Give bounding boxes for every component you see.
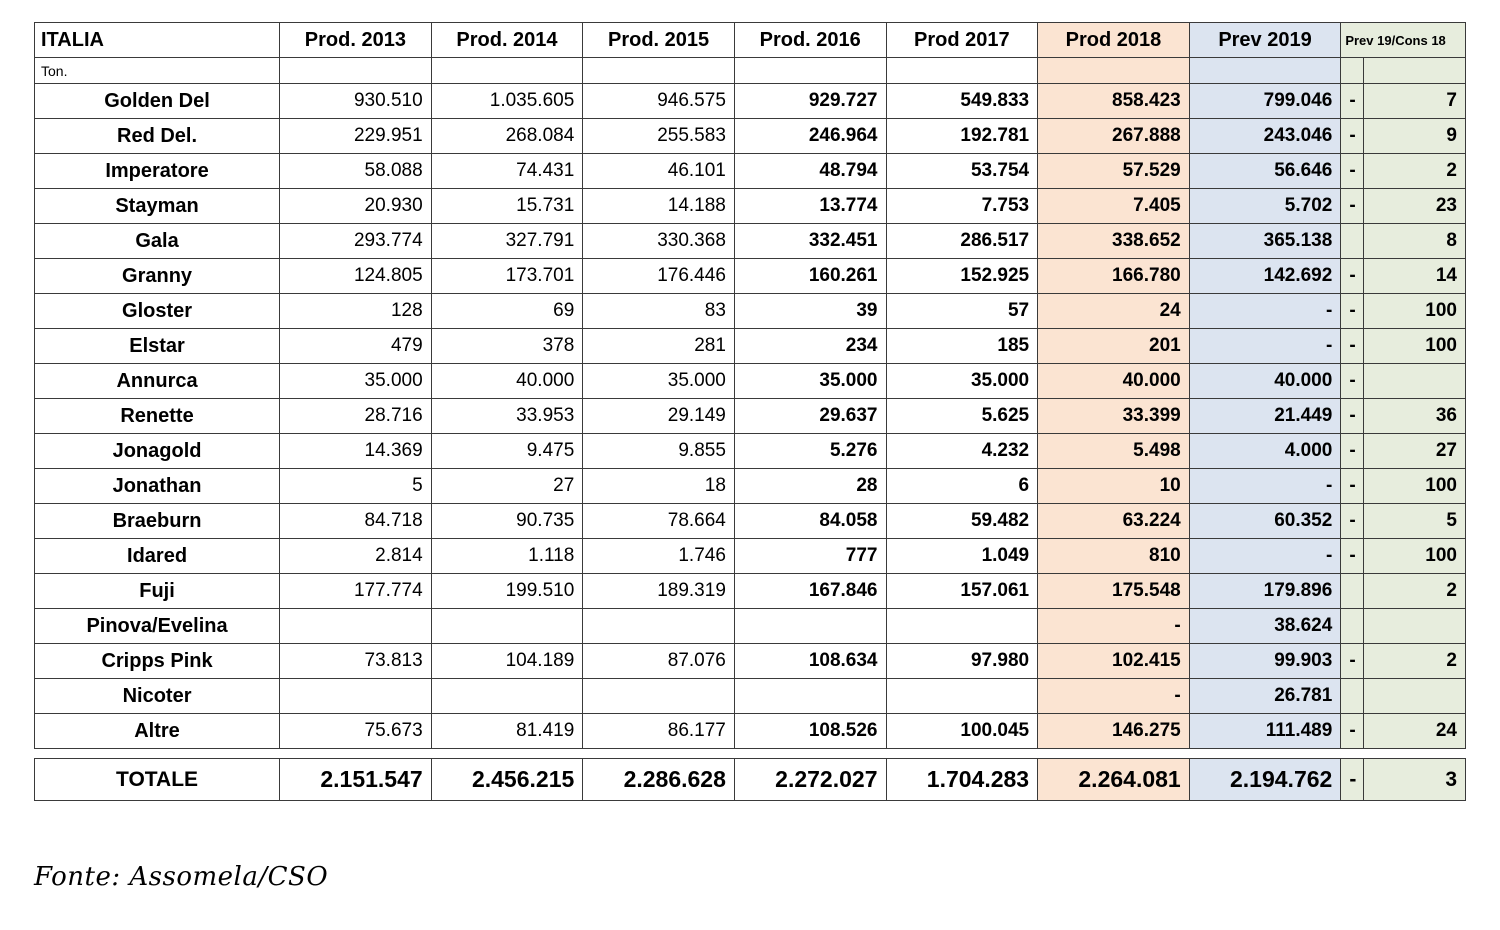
table-row bbox=[35, 154, 1466, 189]
cell-ratio-sign: - bbox=[1341, 119, 1364, 154]
italy-apple-production-table bbox=[34, 22, 1466, 801]
cell-prod-2017: 157.061 bbox=[886, 574, 1038, 609]
table-row bbox=[35, 609, 1466, 644]
cell-prod-2018: 102.415 bbox=[1038, 644, 1190, 679]
cell-prod-2018: 338.652 bbox=[1038, 224, 1190, 259]
variety-label: Cripps Pink bbox=[35, 644, 280, 679]
cell-prod-2015: 29.149 bbox=[583, 399, 735, 434]
unit-label: Ton. bbox=[35, 58, 280, 84]
cell-prod-2014: 69 bbox=[431, 294, 583, 329]
cell-prod-2017: 53.754 bbox=[886, 154, 1038, 189]
cell-prod-2014: 173.701 bbox=[431, 259, 583, 294]
cell-prod-2013: 75.673 bbox=[280, 714, 432, 749]
cell-prod-2016 bbox=[734, 679, 886, 714]
cell-prod-2013: 293.774 bbox=[280, 224, 432, 259]
cell-prod-2015: 9.855 bbox=[583, 434, 735, 469]
total-prod-2017: 1.704.283 bbox=[886, 759, 1038, 801]
cell-prod-2013: 177.774 bbox=[280, 574, 432, 609]
cell-prod-2017: 97.980 bbox=[886, 644, 1038, 679]
cell-prod-2014: 378 bbox=[431, 329, 583, 364]
cell-prod-2016: 108.634 bbox=[734, 644, 886, 679]
cell-prod-2017: 4.232 bbox=[886, 434, 1038, 469]
cell-prod-2013: 479 bbox=[280, 329, 432, 364]
cell-ratio-value: 100 bbox=[1364, 469, 1466, 504]
cell-ratio-sign: - bbox=[1341, 294, 1364, 329]
cell-prev-2019: 38.624 bbox=[1189, 609, 1341, 644]
cell-ratio-sign bbox=[1341, 679, 1364, 714]
cell-prev-2019: 99.903 bbox=[1189, 644, 1341, 679]
variety-label: Nicoter bbox=[35, 679, 280, 714]
cell-prod-2014: 15.731 bbox=[431, 189, 583, 224]
cell-prod-2018: 57.529 bbox=[1038, 154, 1190, 189]
cell-prod-2013: 5 bbox=[280, 469, 432, 504]
cell-prod-2017: 35.000 bbox=[886, 364, 1038, 399]
cell-prod-2013: 73.813 bbox=[280, 644, 432, 679]
table-row bbox=[35, 679, 1466, 714]
total-prod-2015: 2.286.628 bbox=[583, 759, 735, 801]
cell-ratio-value: 36 bbox=[1364, 399, 1466, 434]
variety-label: Golden Del bbox=[35, 84, 280, 119]
cell-prod-2014: 1.035.605 bbox=[431, 84, 583, 119]
cell-prod-2016 bbox=[734, 609, 886, 644]
cell-prod-2013: 2.814 bbox=[280, 539, 432, 574]
unit-blank-prev bbox=[1189, 58, 1341, 84]
variety-label: Fuji bbox=[35, 574, 280, 609]
table-row bbox=[35, 329, 1466, 364]
cell-prod-2017: 6 bbox=[886, 469, 1038, 504]
cell-prod-2016: 160.261 bbox=[734, 259, 886, 294]
cell-ratio-value: 24 bbox=[1364, 714, 1466, 749]
cell-prev-2019: 60.352 bbox=[1189, 504, 1341, 539]
table-row bbox=[35, 714, 1466, 749]
cell-ratio-value: 2 bbox=[1364, 574, 1466, 609]
cell-prod-2015: 330.368 bbox=[583, 224, 735, 259]
production-table-container bbox=[34, 22, 1466, 801]
cell-prod-2016: 246.964 bbox=[734, 119, 886, 154]
table-row bbox=[35, 294, 1466, 329]
total-label: TOTALE bbox=[35, 759, 280, 801]
cell-ratio-sign: - bbox=[1341, 189, 1364, 224]
unit-row bbox=[35, 58, 1466, 84]
cell-ratio-value bbox=[1364, 609, 1466, 644]
cell-prod-2016: 29.637 bbox=[734, 399, 886, 434]
variety-label: Elstar bbox=[35, 329, 280, 364]
cell-prod-2017: 5.625 bbox=[886, 399, 1038, 434]
cell-prod-2018: 7.405 bbox=[1038, 189, 1190, 224]
total-prod-2014: 2.456.215 bbox=[431, 759, 583, 801]
cell-prod-2014: 1.118 bbox=[431, 539, 583, 574]
cell-prev-2019: 21.449 bbox=[1189, 399, 1341, 434]
total-prev-2019: 2.194.762 bbox=[1189, 759, 1341, 801]
cell-prod-2015: 281 bbox=[583, 329, 735, 364]
cell-prod-2016: 234 bbox=[734, 329, 886, 364]
table-row bbox=[35, 259, 1466, 294]
table-row bbox=[35, 84, 1466, 119]
cell-prev-2019: - bbox=[1189, 294, 1341, 329]
total-prod-2018: 2.264.081 bbox=[1038, 759, 1190, 801]
table-row bbox=[35, 399, 1466, 434]
variety-label: Gala bbox=[35, 224, 280, 259]
table-row bbox=[35, 224, 1466, 259]
cell-prod-2018: 33.399 bbox=[1038, 399, 1190, 434]
cell-prod-2015: 83 bbox=[583, 294, 735, 329]
variety-label: Renette bbox=[35, 399, 280, 434]
total-ratio-value: 3 bbox=[1364, 759, 1466, 801]
cell-ratio-sign: - bbox=[1341, 399, 1364, 434]
cell-ratio-sign: - bbox=[1341, 329, 1364, 364]
cell-prod-2017: 286.517 bbox=[886, 224, 1038, 259]
cell-prod-2013: 930.510 bbox=[280, 84, 432, 119]
table-row bbox=[35, 504, 1466, 539]
cell-ratio-value: 2 bbox=[1364, 644, 1466, 679]
unit-blank-2014 bbox=[431, 58, 583, 84]
unit-blank-ratio-val bbox=[1364, 58, 1466, 84]
variety-label: Gloster bbox=[35, 294, 280, 329]
cell-ratio-sign: - bbox=[1341, 259, 1364, 294]
variety-label: Jonathan bbox=[35, 469, 280, 504]
cell-ratio-value: 7 bbox=[1364, 84, 1466, 119]
cell-prod-2015: 189.319 bbox=[583, 574, 735, 609]
cell-ratio-sign: - bbox=[1341, 154, 1364, 189]
cell-prev-2019: 243.046 bbox=[1189, 119, 1341, 154]
cell-prod-2014: 199.510 bbox=[431, 574, 583, 609]
cell-prod-2016: 39 bbox=[734, 294, 886, 329]
cell-prev-2019: 365.138 bbox=[1189, 224, 1341, 259]
cell-ratio-sign: - bbox=[1341, 469, 1364, 504]
header-prod-2013: Prod. 2013 bbox=[280, 23, 432, 58]
header-prev19-cons18: Prev 19/Cons 18 bbox=[1341, 23, 1466, 58]
cell-prod-2014: 104.189 bbox=[431, 644, 583, 679]
cell-ratio-value: 23 bbox=[1364, 189, 1466, 224]
cell-ratio-value: 8 bbox=[1364, 224, 1466, 259]
cell-prod-2015: 46.101 bbox=[583, 154, 735, 189]
variety-label: Idared bbox=[35, 539, 280, 574]
cell-ratio-value: 27 bbox=[1364, 434, 1466, 469]
cell-ratio-value: 14 bbox=[1364, 259, 1466, 294]
cell-prod-2018: 24 bbox=[1038, 294, 1190, 329]
unit-blank-2016 bbox=[734, 58, 886, 84]
cell-prod-2013: 28.716 bbox=[280, 399, 432, 434]
cell-prod-2015: 14.188 bbox=[583, 189, 735, 224]
cell-prod-2014: 40.000 bbox=[431, 364, 583, 399]
cell-prod-2013: 229.951 bbox=[280, 119, 432, 154]
table-row bbox=[35, 574, 1466, 609]
table-row bbox=[35, 119, 1466, 154]
header-prod-2018: Prod 2018 bbox=[1038, 23, 1190, 58]
total-prod-2016: 2.272.027 bbox=[734, 759, 886, 801]
cell-prod-2014: 81.419 bbox=[431, 714, 583, 749]
unit-blank-ratio-sign bbox=[1341, 58, 1364, 84]
cell-prod-2016: 332.451 bbox=[734, 224, 886, 259]
cell-prod-2013: 20.930 bbox=[280, 189, 432, 224]
cell-prod-2017: 185 bbox=[886, 329, 1038, 364]
cell-prod-2015: 87.076 bbox=[583, 644, 735, 679]
header-prev-2019: Prev 2019 bbox=[1189, 23, 1341, 58]
cell-prev-2019: 26.781 bbox=[1189, 679, 1341, 714]
cell-prod-2017: 152.925 bbox=[886, 259, 1038, 294]
cell-ratio-value: 100 bbox=[1364, 329, 1466, 364]
cell-ratio-value: 100 bbox=[1364, 539, 1466, 574]
cell-prev-2019: 111.489 bbox=[1189, 714, 1341, 749]
cell-prod-2013: 35.000 bbox=[280, 364, 432, 399]
cell-prod-2018: 201 bbox=[1038, 329, 1190, 364]
cell-prod-2014: 268.084 bbox=[431, 119, 583, 154]
unit-blank-2015 bbox=[583, 58, 735, 84]
cell-prev-2019: 4.000 bbox=[1189, 434, 1341, 469]
cell-prod-2015 bbox=[583, 679, 735, 714]
unit-blank-2018 bbox=[1038, 58, 1190, 84]
cell-prod-2017: 1.049 bbox=[886, 539, 1038, 574]
cell-prod-2014 bbox=[431, 609, 583, 644]
cell-prod-2017: 192.781 bbox=[886, 119, 1038, 154]
cell-prod-2016: 84.058 bbox=[734, 504, 886, 539]
cell-prod-2013: 58.088 bbox=[280, 154, 432, 189]
cell-prod-2018: 63.224 bbox=[1038, 504, 1190, 539]
cell-prod-2016: 48.794 bbox=[734, 154, 886, 189]
cell-ratio-sign: - bbox=[1341, 364, 1364, 399]
cell-prod-2017: 57 bbox=[886, 294, 1038, 329]
cell-prod-2017 bbox=[886, 679, 1038, 714]
cell-prod-2017: 7.753 bbox=[886, 189, 1038, 224]
cell-ratio-value bbox=[1364, 364, 1466, 399]
cell-prod-2013: 128 bbox=[280, 294, 432, 329]
variety-label: Granny bbox=[35, 259, 280, 294]
total-prod-2013: 2.151.547 bbox=[280, 759, 432, 801]
header-prod-2014: Prod. 2014 bbox=[431, 23, 583, 58]
cell-prod-2018: 40.000 bbox=[1038, 364, 1190, 399]
cell-prod-2017: 59.482 bbox=[886, 504, 1038, 539]
cell-prev-2019: - bbox=[1189, 539, 1341, 574]
cell-ratio-sign bbox=[1341, 224, 1364, 259]
cell-prod-2015: 946.575 bbox=[583, 84, 735, 119]
cell-prod-2015: 18 bbox=[583, 469, 735, 504]
row-spacer-cell bbox=[35, 749, 1466, 759]
cell-prod-2014: 9.475 bbox=[431, 434, 583, 469]
cell-prev-2019: - bbox=[1189, 469, 1341, 504]
variety-label: Stayman bbox=[35, 189, 280, 224]
table-row bbox=[35, 539, 1466, 574]
cell-prod-2016: 929.727 bbox=[734, 84, 886, 119]
cell-prod-2016: 5.276 bbox=[734, 434, 886, 469]
cell-ratio-value: 9 bbox=[1364, 119, 1466, 154]
cell-prev-2019: 142.692 bbox=[1189, 259, 1341, 294]
cell-prod-2014: 74.431 bbox=[431, 154, 583, 189]
cell-prod-2017 bbox=[886, 609, 1038, 644]
row-spacer bbox=[35, 749, 1466, 759]
cell-prod-2018: 267.888 bbox=[1038, 119, 1190, 154]
cell-ratio-value: 2 bbox=[1364, 154, 1466, 189]
cell-ratio-value: 100 bbox=[1364, 294, 1466, 329]
unit-blank-2017 bbox=[886, 58, 1038, 84]
source-note: Fonte: Assomela/CSO bbox=[34, 862, 329, 892]
variety-label: Jonagold bbox=[35, 434, 280, 469]
cell-prod-2016: 13.774 bbox=[734, 189, 886, 224]
header-prod-2015: Prod. 2015 bbox=[583, 23, 735, 58]
total-ratio-sign: - bbox=[1341, 759, 1364, 801]
cell-prod-2015: 255.583 bbox=[583, 119, 735, 154]
cell-ratio-value bbox=[1364, 679, 1466, 714]
cell-prod-2015 bbox=[583, 609, 735, 644]
variety-label: Pinova/Evelina bbox=[35, 609, 280, 644]
variety-label: Braeburn bbox=[35, 504, 280, 539]
variety-label: Altre bbox=[35, 714, 280, 749]
cell-prod-2014: 90.735 bbox=[431, 504, 583, 539]
cell-prod-2018: 166.780 bbox=[1038, 259, 1190, 294]
cell-prev-2019: 799.046 bbox=[1189, 84, 1341, 119]
table-row bbox=[35, 364, 1466, 399]
cell-ratio-value: 5 bbox=[1364, 504, 1466, 539]
cell-prod-2018: 810 bbox=[1038, 539, 1190, 574]
variety-label: Red Del. bbox=[35, 119, 280, 154]
cell-prod-2015: 1.746 bbox=[583, 539, 735, 574]
table-row bbox=[35, 434, 1466, 469]
cell-prod-2018: - bbox=[1038, 609, 1190, 644]
variety-label: Annurca bbox=[35, 364, 280, 399]
cell-prod-2018: - bbox=[1038, 679, 1190, 714]
header-italia: ITALIA bbox=[35, 23, 280, 58]
cell-prod-2014: 33.953 bbox=[431, 399, 583, 434]
unit-blank-2013 bbox=[280, 58, 432, 84]
cell-ratio-sign bbox=[1341, 574, 1364, 609]
cell-prod-2013 bbox=[280, 679, 432, 714]
table-row bbox=[35, 644, 1466, 679]
table-body bbox=[35, 58, 1466, 801]
cell-prod-2015: 86.177 bbox=[583, 714, 735, 749]
table-row bbox=[35, 189, 1466, 224]
table-total-row bbox=[35, 759, 1466, 801]
cell-ratio-sign: - bbox=[1341, 84, 1364, 119]
cell-prev-2019: 56.646 bbox=[1189, 154, 1341, 189]
cell-prod-2013 bbox=[280, 609, 432, 644]
cell-ratio-sign: - bbox=[1341, 434, 1364, 469]
cell-prod-2018: 146.275 bbox=[1038, 714, 1190, 749]
cell-ratio-sign bbox=[1341, 609, 1364, 644]
header-row bbox=[35, 23, 1466, 58]
cell-prev-2019: 179.896 bbox=[1189, 574, 1341, 609]
cell-ratio-sign: - bbox=[1341, 714, 1364, 749]
cell-prod-2018: 5.498 bbox=[1038, 434, 1190, 469]
table-header bbox=[35, 23, 1466, 58]
cell-prod-2015: 35.000 bbox=[583, 364, 735, 399]
cell-prod-2016: 35.000 bbox=[734, 364, 886, 399]
cell-prod-2017: 100.045 bbox=[886, 714, 1038, 749]
cell-prod-2013: 124.805 bbox=[280, 259, 432, 294]
header-prod-2017: Prod 2017 bbox=[886, 23, 1038, 58]
cell-ratio-sign: - bbox=[1341, 539, 1364, 574]
cell-prod-2015: 78.664 bbox=[583, 504, 735, 539]
cell-prod-2018: 175.548 bbox=[1038, 574, 1190, 609]
cell-prod-2016: 777 bbox=[734, 539, 886, 574]
cell-prod-2014 bbox=[431, 679, 583, 714]
cell-prev-2019: - bbox=[1189, 329, 1341, 364]
cell-prod-2017: 549.833 bbox=[886, 84, 1038, 119]
cell-ratio-sign: - bbox=[1341, 644, 1364, 679]
table-row bbox=[35, 469, 1466, 504]
variety-label: Imperatore bbox=[35, 154, 280, 189]
cell-ratio-sign: - bbox=[1341, 504, 1364, 539]
cell-prod-2016: 167.846 bbox=[734, 574, 886, 609]
cell-prod-2013: 84.718 bbox=[280, 504, 432, 539]
cell-prod-2013: 14.369 bbox=[280, 434, 432, 469]
cell-prev-2019: 40.000 bbox=[1189, 364, 1341, 399]
cell-prod-2014: 327.791 bbox=[431, 224, 583, 259]
cell-prod-2014: 27 bbox=[431, 469, 583, 504]
cell-prod-2016: 108.526 bbox=[734, 714, 886, 749]
cell-prod-2018: 10 bbox=[1038, 469, 1190, 504]
cell-prev-2019: 5.702 bbox=[1189, 189, 1341, 224]
header-prod-2016: Prod. 2016 bbox=[734, 23, 886, 58]
cell-prod-2015: 176.446 bbox=[583, 259, 735, 294]
cell-prod-2018: 858.423 bbox=[1038, 84, 1190, 119]
cell-prod-2016: 28 bbox=[734, 469, 886, 504]
